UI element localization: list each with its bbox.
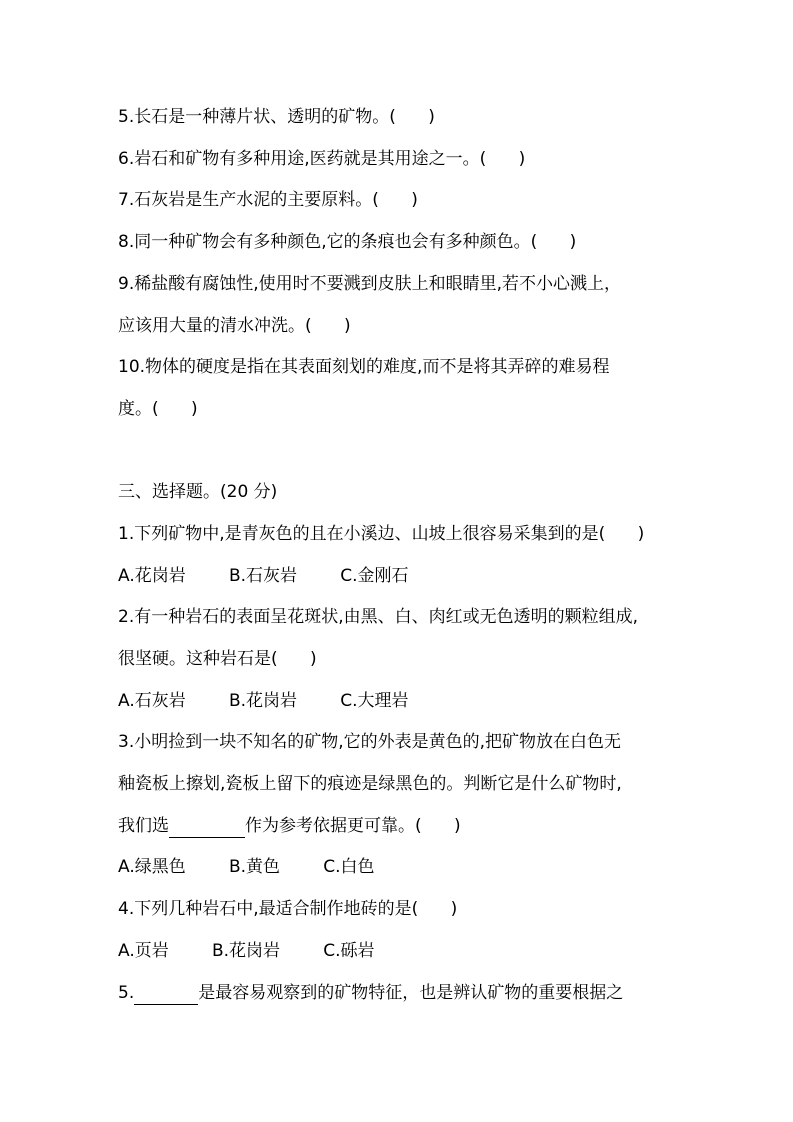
choice-q1-options: A.花岗岩 B.石灰岩 C.金刚石 [118, 566, 409, 586]
judgement-q5: 5.长石是一种薄片状、透明的矿物。( ) [118, 107, 435, 127]
judgement-q8: 8.同一种矿物会有多种颜色,它的条痕也会有多种颜色。( ) [118, 232, 577, 252]
judgement-q10-line2: 度。( ) [118, 399, 198, 419]
q3-prefix: 我们选 [118, 816, 169, 836]
judgement-q9-line1: 9.稀盐酸有腐蚀性,使用时不要溅到皮肤上和眼睛里,若不小心溅上， [118, 274, 622, 294]
choice-q3-stem-line1: 3.小明捡到一块不知名的矿物,它的外表是黄色的,把矿物放在白色无 [118, 732, 622, 752]
answer-blank[interactable] [134, 982, 198, 1005]
choice-q3-stem-line3 [118, 815, 693, 838]
q3-suffix: 作为参考依据更可靠。( ) [245, 816, 461, 836]
choice-q2-stem-line2: 很坚硬。这种岩石是( ) [118, 649, 317, 669]
q5-prefix: 5. [118, 983, 135, 1003]
q5-suffix: 是最容易观察到的矿物特征，也是辨认矿物的重要根据之 [198, 983, 624, 1003]
choice-q2-stem-line1: 2.有一种岩石的表面呈花斑状,由黑、白、肉红或无色透明的颗粒组成, [118, 607, 639, 627]
choice-q4-options: A.页岩 B.花岗岩 C.砾岩 [118, 941, 375, 961]
judgement-q6: 6.岩石和矿物有多种用途,医药就是其用途之一。( ) [118, 149, 526, 169]
answer-blank[interactable] [169, 815, 245, 838]
choice-q3-stem-line2: 釉瓷板上擦划,瓷板上留下的痕迹是绿黑色的。判断它是什么矿物时, [118, 774, 622, 794]
judgement-q10-line1: 10.物体的硬度是指在其表面刻划的难度,而不是将其弄碎的难易程 [118, 357, 610, 377]
choice-q2-options: A.石灰岩 B.花岗岩 C.大理岩 [118, 691, 409, 711]
choice-q3-options: A.绿黑色 B.黄色 C.白色 [118, 857, 375, 877]
choice-q1-stem: 1.下列矿物中,是青灰色的且在小溪边、山坡上很容易采集到的是( ) [118, 524, 645, 544]
judgement-q7: 7.石灰岩是生产水泥的主要原料。( ) [118, 190, 418, 210]
section-title: 三、选择题。(20 分) [118, 482, 278, 502]
judgement-q9-line2: 应该用大量的清水冲洗。( ) [118, 316, 351, 336]
choice-q4-stem: 4.下列几种岩石中,最适合制作地砖的是( ) [118, 899, 458, 919]
choice-q5-stem [118, 982, 693, 1005]
